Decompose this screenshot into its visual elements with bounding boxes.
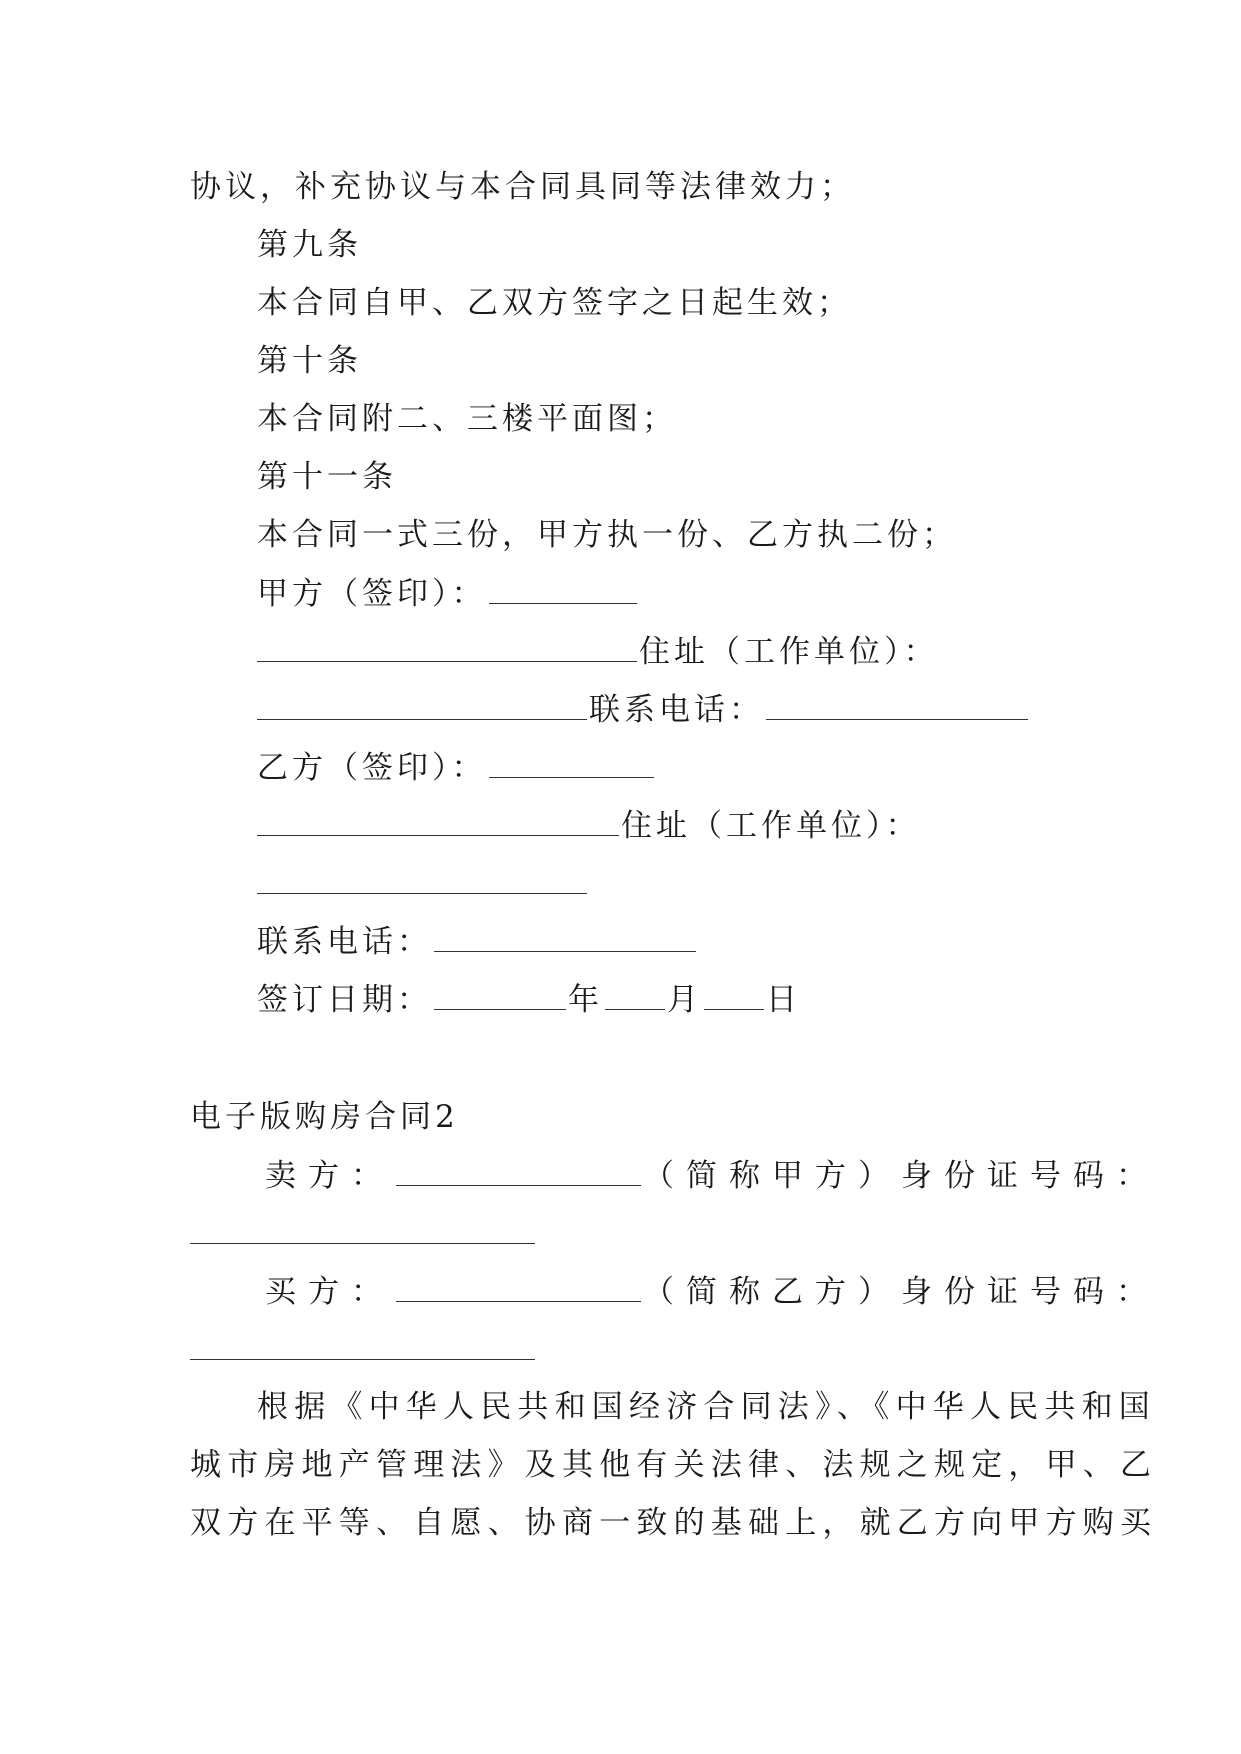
seller-name-blank[interactable] bbox=[396, 1155, 641, 1186]
buyer-line bbox=[265, 1271, 1159, 1312]
party-b-address-blank[interactable] bbox=[257, 863, 587, 894]
day-blank[interactable] bbox=[704, 979, 764, 1010]
seller-id-label: （简称甲方）身份证号码： bbox=[643, 1158, 1159, 1194]
buyer-id-blank[interactable] bbox=[190, 1329, 535, 1360]
paragraph-line: 协议，补充协议与本合同具同等法律效力； bbox=[190, 169, 855, 205]
buyer-label: 买方： bbox=[265, 1274, 394, 1310]
day-label: 日 bbox=[766, 982, 801, 1018]
party-b-signature-label: 乙方（签印）： bbox=[257, 750, 487, 786]
party-a-phone-label: 联系电话： bbox=[589, 692, 764, 728]
paragraph-line: 根据《中华人民共和国经济合同法》、《中华人民共和国 bbox=[257, 1389, 1156, 1425]
seller-id-blank-line bbox=[190, 1213, 537, 1254]
party-b-signature-line bbox=[257, 747, 656, 788]
month-blank[interactable] bbox=[605, 979, 665, 1010]
party-a-address-blank[interactable] bbox=[257, 689, 587, 720]
section-title: 电子版购房合同2 bbox=[190, 1099, 459, 1135]
party-b-phone-blank[interactable] bbox=[434, 921, 696, 952]
party-b-signature-blank[interactable] bbox=[489, 747, 654, 778]
party-a-name-blank[interactable] bbox=[257, 631, 637, 662]
party-a-phone-line bbox=[257, 689, 1030, 730]
year-label: 年 bbox=[568, 982, 603, 1018]
party-b-name-blank[interactable] bbox=[257, 805, 619, 836]
party-b-phone-label: 联系电话： bbox=[257, 924, 432, 960]
party-a-address-label: 住址（工作单位）： bbox=[639, 634, 939, 670]
signing-date-label: 签订日期： bbox=[257, 982, 432, 1018]
party-a-signature-blank[interactable] bbox=[489, 573, 637, 604]
party-b-address-line bbox=[257, 805, 921, 846]
signing-date-line bbox=[257, 979, 801, 1020]
seller-id-blank[interactable] bbox=[190, 1213, 535, 1244]
paragraph-line: 本合同一式三份，甲方执一份、乙方执二份； bbox=[257, 517, 957, 553]
seller-line bbox=[265, 1155, 1159, 1196]
party-a-phone-blank[interactable] bbox=[766, 689, 1028, 720]
buyer-id-label: （简称乙方）身份证号码： bbox=[643, 1274, 1159, 1310]
party-b-address-label: 住址（工作单位）： bbox=[621, 808, 921, 844]
party-a-address-line bbox=[257, 631, 939, 672]
month-label: 月 bbox=[667, 982, 702, 1018]
paragraph-line: 双方在平等、自愿、协商一致的基础上，就乙方向甲方购买 bbox=[190, 1505, 1158, 1541]
buyer-name-blank[interactable] bbox=[396, 1271, 641, 1302]
article-heading: 第十条 bbox=[257, 343, 362, 379]
seller-label: 卖方： bbox=[265, 1158, 394, 1194]
year-blank[interactable] bbox=[434, 979, 566, 1010]
buyer-id-blank-line bbox=[190, 1329, 537, 1370]
paragraph-line: 城市房地产管理法》及其他有关法律、法规之规定，甲、乙 bbox=[190, 1447, 1158, 1483]
party-b-phone-line bbox=[257, 921, 698, 962]
party-b-address-blank-line bbox=[257, 863, 589, 904]
article-heading: 第九条 bbox=[257, 227, 362, 263]
party-a-signature-label: 甲方（签印）： bbox=[257, 576, 487, 612]
paragraph-line: 本合同附二、三楼平面图； bbox=[257, 401, 677, 437]
paragraph-line: 本合同自甲、乙双方签字之日起生效； bbox=[257, 285, 852, 321]
article-heading: 第十一条 bbox=[257, 459, 397, 495]
party-a-signature-line bbox=[257, 573, 639, 614]
